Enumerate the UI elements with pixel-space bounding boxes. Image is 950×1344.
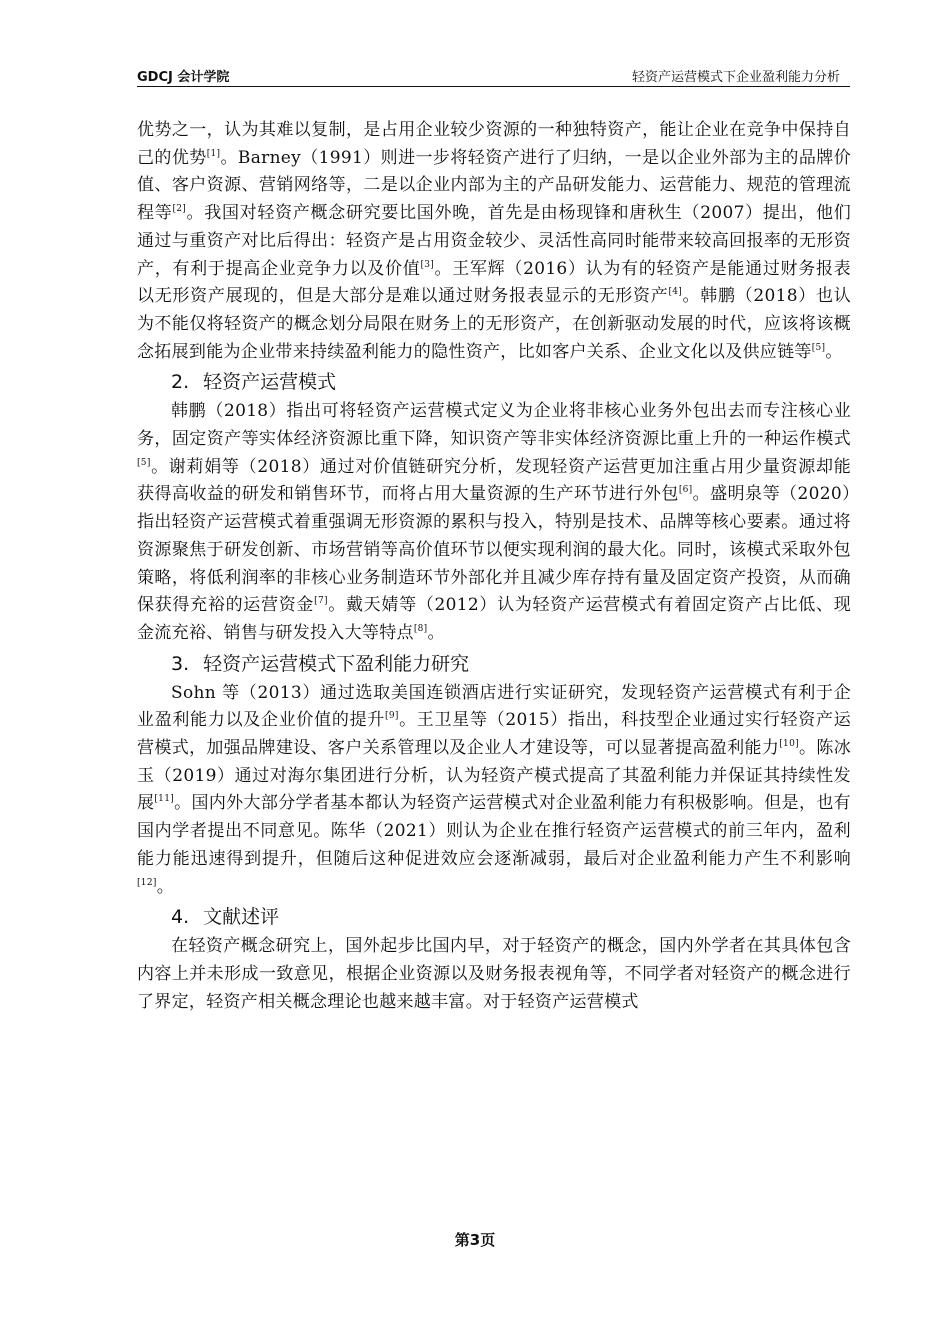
section-title: 轻资产运营模式 <box>203 371 337 394</box>
body-text <box>137 117 851 1016</box>
text-run: 优势之一，认为其难以复制，是占用企业较少资源的一种独特资产，能让企业在竞争中保持自己的优势 <box>137 120 851 168</box>
section-heading-4 <box>171 904 851 930</box>
section-heading-2 <box>171 369 851 395</box>
citation-ref: [9] <box>385 711 399 722</box>
citation-ref: [11] <box>154 794 175 805</box>
citation-ref: [5] <box>137 457 151 468</box>
citation-ref: [10] <box>779 739 799 750</box>
text-run: 。盛明泉等（2020）指出轻资产运营模式着重强调无形资源的累积与投入，特别是技术、品牌等核心要素。通过将资源聚焦于研发创新、市场营销等高价值环节以便实现利润的最大化。同时，该模式采取外包策略，将低利润率的非核心业务制造环节外部化并且减少库存持有量及固定资产投资，从而确保获得充裕的运营资金 <box>137 484 851 616</box>
text-run: 。 <box>825 341 843 362</box>
text-run: 。王卫星等（2015）指出，科技型企业通过实行轻资产运营模式，加强品牌建设、客户关系管理以及企业人才建设等，可以显著提高盈利能力 <box>137 710 851 759</box>
text-run: 。王军辉（2016）认为有的轻资产是能通过财务报表以无形资产展现的，但是大部分是难以通过财务报表显示的无形资产 <box>137 258 851 307</box>
paragraph-definitions <box>137 117 851 366</box>
section-heading-3 <box>171 651 851 677</box>
text-run: 韩鹏（2018）指出可将轻资产运营模式定义为企业将非核心业务外包出去而专注核心业务，固定资产等实体经济资源比重下降，知识资产等非实体经济资源比重上升的一种运作模式 <box>137 401 851 450</box>
citation-ref: [5] <box>811 342 826 353</box>
paragraph-operating-model <box>137 398 851 647</box>
text-run: 。韩鹏（2018）也认为不能仅将轻资产的概念划分局限在财务上的无形资产，在创新驱动发展的时代，应该将该概念拓展到能为企业带来持续盈利能力的隐性资产，比如客户关系、企业文化以及供应链等 <box>137 286 851 362</box>
text-run: 。 <box>427 622 445 643</box>
section-number: 4. <box>171 906 190 929</box>
text-run: 。Barney（1991）则进一步将轻资产进行了归纳，一是以企业外部为主的品牌价值、客户资源、营销网络等，二是以企业内部为主的产品研发能力、运营能力、规范的管理流程等 <box>137 147 851 224</box>
text-run: 。 <box>156 876 174 897</box>
text-run: 。陈冰玉（2019）通过对海尔集团进行分析，认为轻资产模式提高了其盈利能力并保证其持续性发展 <box>137 738 851 814</box>
citation-ref: [3] <box>420 259 435 270</box>
citation-ref: [12] <box>137 877 157 888</box>
text-run: 。我国对轻资产概念研究要比国外晚，首先是由杨现锋和唐秋生（2007）提出，他们通过与重资产对比后得出：轻资产是占用资金较少、灵活性高同时能带来较高回报率的无形资产，有利于提高企业竞争力以及价值 <box>137 203 851 279</box>
section-title: 轻资产运营模式下盈利能力研究 <box>203 652 470 675</box>
paragraph-profitability <box>137 680 851 902</box>
paragraph-review <box>137 933 851 1016</box>
page-header <box>137 64 850 87</box>
citation-ref: [7] <box>314 596 328 607</box>
section-title: 文献述评 <box>203 906 280 929</box>
citation-ref: [8] <box>413 623 428 634</box>
citation-ref: [2] <box>172 204 187 215</box>
citation-ref: [1] <box>206 148 221 159</box>
citation-ref: [6] <box>678 485 693 496</box>
text-run: 在轻资产概念研究上，国外起步比国内早，对于轻资产的概念，国内外学者在其具体包含内容上并未形成一致意见，根据企业资源以及财务报表视角等，不同学者对轻资产的概念进行了界定，轻资产相关概念理论也越来越丰富。对于轻资产运营模式 <box>137 936 851 1012</box>
text-run: 。谢莉娟等（2018）通过对价值链研究分析，发现轻资产运营更加注重占用少量资源却能获得高收益的研发和销售环节，而将占用大量资源的生产环节进行外包 <box>137 456 851 505</box>
section-number: 3. <box>171 652 190 675</box>
text-run: 。国内外大部分学者基本都认为轻资产运营模式对企业盈利能力有积极影响。但是，也有国内学者提出不同意见。陈华（2021）则认为企业在推行轻资产运营模式的前三年内，盈利能力能迅速得到提升，但随后这种促进效应会逐渐减弱，最后对企业盈利能力产生不利影响 <box>137 793 851 869</box>
header-thesis-title: 轻资产运营模式下企业盈利能力分析 <box>631 70 840 85</box>
text-run: Sohn 等（2013）通过选取美国连锁酒店进行实证研究，发现轻资产运营模式有利于企业盈利能力以及企业价值的提升 <box>137 682 851 731</box>
text-run: 。戴天婧等（2012）认为轻资产运营模式有着固定资产占比低、现金流充裕、销售与研发投入大等特点 <box>137 595 852 643</box>
citation-ref: [4] <box>668 287 683 298</box>
section-number: 2. <box>171 371 190 394</box>
header-school: GDCJ 会计学院 <box>137 70 230 85</box>
page-number: 第3页 <box>454 1231 496 1249</box>
